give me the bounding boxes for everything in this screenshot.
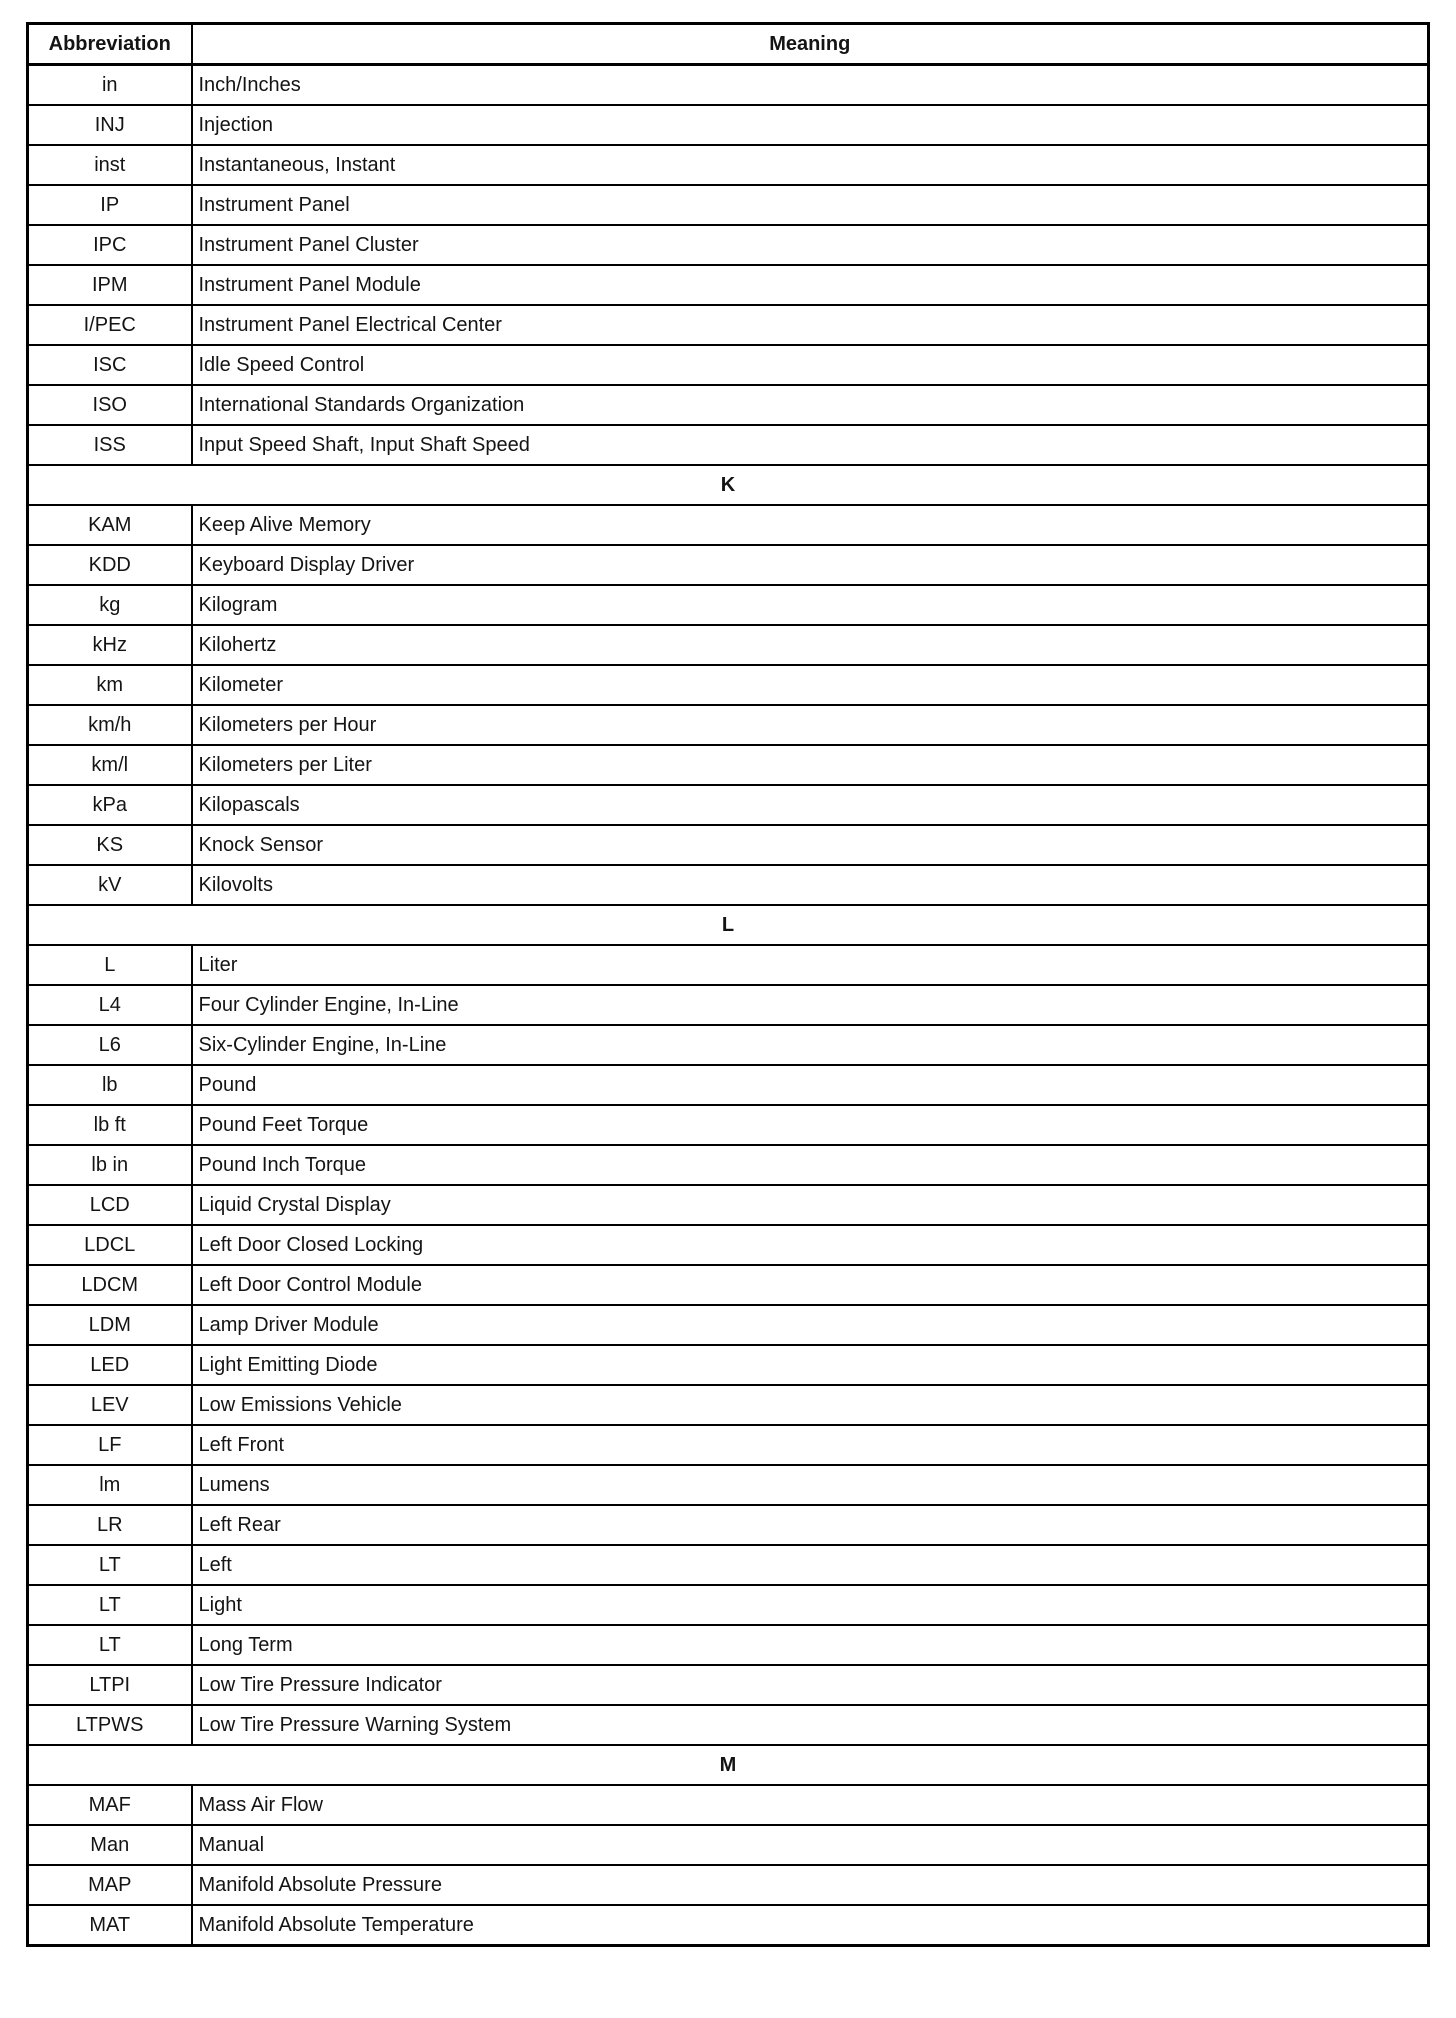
abbreviation-cell: MAT bbox=[28, 1905, 192, 1946]
abbreviation-cell: ISS bbox=[28, 425, 192, 465]
meaning-cell: Long Term bbox=[192, 1625, 1429, 1665]
table-row bbox=[28, 985, 1429, 1025]
abbreviation-cell: KS bbox=[28, 825, 192, 865]
abbreviation-cell: lm bbox=[28, 1465, 192, 1505]
table-row bbox=[28, 545, 1429, 585]
meaning-cell: Instantaneous, Instant bbox=[192, 145, 1429, 185]
abbreviation-table bbox=[26, 22, 1430, 1947]
table-row bbox=[28, 1305, 1429, 1345]
abbreviation-cell: L bbox=[28, 945, 192, 985]
abbreviation-cell: IP bbox=[28, 185, 192, 225]
meaning-cell: Kilometer bbox=[192, 665, 1429, 705]
abbreviation-cell: lb in bbox=[28, 1145, 192, 1185]
abbreviation-cell: KDD bbox=[28, 545, 192, 585]
abbreviation-cell: LDCL bbox=[28, 1225, 192, 1265]
meaning-cell: Kilovolts bbox=[192, 865, 1429, 905]
meaning-cell: Pound Feet Torque bbox=[192, 1105, 1429, 1145]
abbreviation-cell: LCD bbox=[28, 1185, 192, 1225]
table-row bbox=[28, 1225, 1429, 1265]
abbreviation-cell: LTPWS bbox=[28, 1705, 192, 1745]
meaning-cell: Kilopascals bbox=[192, 785, 1429, 825]
meaning-cell: Liquid Crystal Display bbox=[192, 1185, 1429, 1225]
meaning-cell: Instrument Panel bbox=[192, 185, 1429, 225]
meaning-cell: Knock Sensor bbox=[192, 825, 1429, 865]
table-row bbox=[28, 745, 1429, 785]
meaning-cell: Liter bbox=[192, 945, 1429, 985]
meaning-cell: Left Door Closed Locking bbox=[192, 1225, 1429, 1265]
abbreviation-cell: km/h bbox=[28, 705, 192, 745]
abbreviation-cell: LT bbox=[28, 1545, 192, 1585]
meaning-cell: Low Emissions Vehicle bbox=[192, 1385, 1429, 1425]
table-row bbox=[28, 1145, 1429, 1185]
abbreviation-cell: LDM bbox=[28, 1305, 192, 1345]
abbreviation-cell: L4 bbox=[28, 985, 192, 1025]
meaning-cell: Instrument Panel Cluster bbox=[192, 225, 1429, 265]
table-row bbox=[28, 1265, 1429, 1305]
meaning-cell: Kilohertz bbox=[192, 625, 1429, 665]
table-row bbox=[28, 1545, 1429, 1585]
table-row bbox=[28, 1065, 1429, 1105]
header-row bbox=[28, 24, 1429, 65]
abbreviation-cell: lb bbox=[28, 1065, 192, 1105]
table-row bbox=[28, 865, 1429, 905]
meaning-cell: Light bbox=[192, 1585, 1429, 1625]
abbreviation-cell: KAM bbox=[28, 505, 192, 545]
meaning-cell: Manifold Absolute Temperature bbox=[192, 1905, 1429, 1946]
meaning-cell: Light Emitting Diode bbox=[192, 1345, 1429, 1385]
abbreviation-cell: IPC bbox=[28, 225, 192, 265]
meaning-cell: Pound bbox=[192, 1065, 1429, 1105]
abbreviation-cell: lb ft bbox=[28, 1105, 192, 1145]
table-row bbox=[28, 265, 1429, 305]
section-letter: L bbox=[28, 905, 1429, 945]
table-row bbox=[28, 1705, 1429, 1745]
section-header-row bbox=[28, 905, 1429, 945]
abbreviation-cell: ISC bbox=[28, 345, 192, 385]
table-row bbox=[28, 65, 1429, 106]
abbreviation-cell: MAP bbox=[28, 1865, 192, 1905]
meaning-cell: Mass Air Flow bbox=[192, 1785, 1429, 1825]
table-row bbox=[28, 185, 1429, 225]
meaning-cell: Kilogram bbox=[192, 585, 1429, 625]
table-row bbox=[28, 1625, 1429, 1665]
meaning-cell: Idle Speed Control bbox=[192, 345, 1429, 385]
meaning-cell: Left Door Control Module bbox=[192, 1265, 1429, 1305]
table-row bbox=[28, 1505, 1429, 1545]
abbreviation-cell: LR bbox=[28, 1505, 192, 1545]
abbreviation-cell: inst bbox=[28, 145, 192, 185]
meaning-cell: Injection bbox=[192, 105, 1429, 145]
section-letter: K bbox=[28, 465, 1429, 505]
table-row bbox=[28, 305, 1429, 345]
abbreviation-cell: IPM bbox=[28, 265, 192, 305]
meaning-cell: International Standards Organization bbox=[192, 385, 1429, 425]
meaning-cell: Kilometers per Liter bbox=[192, 745, 1429, 785]
abbreviation-cell: LT bbox=[28, 1585, 192, 1625]
table-row bbox=[28, 1025, 1429, 1065]
abbreviation-cell: km bbox=[28, 665, 192, 705]
abbreviation-cell: INJ bbox=[28, 105, 192, 145]
table-row bbox=[28, 1665, 1429, 1705]
table-row bbox=[28, 1465, 1429, 1505]
meaning-cell: Manifold Absolute Pressure bbox=[192, 1865, 1429, 1905]
abbreviation-cell: LTPI bbox=[28, 1665, 192, 1705]
abbreviation-cell: kg bbox=[28, 585, 192, 625]
table-row bbox=[28, 425, 1429, 465]
table-row bbox=[28, 505, 1429, 545]
meaning-cell: Instrument Panel Module bbox=[192, 265, 1429, 305]
abbreviation-cell: LDCM bbox=[28, 1265, 192, 1305]
section-header-row bbox=[28, 1745, 1429, 1785]
meaning-cell: Lamp Driver Module bbox=[192, 1305, 1429, 1345]
abbreviation-cell: ISO bbox=[28, 385, 192, 425]
table-row bbox=[28, 625, 1429, 665]
abbreviation-cell: LEV bbox=[28, 1385, 192, 1425]
table-row bbox=[28, 385, 1429, 425]
table-row bbox=[28, 1905, 1429, 1946]
table-row bbox=[28, 345, 1429, 385]
meaning-cell: Six-Cylinder Engine, In-Line bbox=[192, 1025, 1429, 1065]
abbreviation-cell: L6 bbox=[28, 1025, 192, 1065]
abbreviation-cell: LF bbox=[28, 1425, 192, 1465]
table-row bbox=[28, 105, 1429, 145]
section-letter: M bbox=[28, 1745, 1429, 1785]
meaning-cell: Low Tire Pressure Indicator bbox=[192, 1665, 1429, 1705]
meaning-column-header: Meaning bbox=[192, 24, 1429, 65]
abbreviation-cell: kHz bbox=[28, 625, 192, 665]
meaning-cell: Keep Alive Memory bbox=[192, 505, 1429, 545]
meaning-cell: Lumens bbox=[192, 1465, 1429, 1505]
abbreviation-cell: LED bbox=[28, 1345, 192, 1385]
abbreviation-cell: in bbox=[28, 65, 192, 106]
abbreviation-cell: LT bbox=[28, 1625, 192, 1665]
table-row bbox=[28, 585, 1429, 625]
abbreviation-cell: kV bbox=[28, 865, 192, 905]
table-row bbox=[28, 705, 1429, 745]
table-row bbox=[28, 1345, 1429, 1385]
abbreviation-cell: I/PEC bbox=[28, 305, 192, 345]
table-row bbox=[28, 1105, 1429, 1145]
table-row bbox=[28, 1385, 1429, 1425]
abbreviation-column-header: Abbreviation bbox=[28, 24, 192, 65]
abbreviation-cell: km/l bbox=[28, 745, 192, 785]
table-row bbox=[28, 225, 1429, 265]
table-row bbox=[28, 145, 1429, 185]
meaning-cell: Instrument Panel Electrical Center bbox=[192, 305, 1429, 345]
meaning-cell: Inch/Inches bbox=[192, 65, 1429, 106]
abbreviation-table-body bbox=[28, 65, 1429, 1946]
table-row bbox=[28, 1825, 1429, 1865]
meaning-cell: Left Front bbox=[192, 1425, 1429, 1465]
table-row bbox=[28, 665, 1429, 705]
meaning-cell: Left bbox=[192, 1545, 1429, 1585]
abbreviation-cell: Man bbox=[28, 1825, 192, 1865]
meaning-cell: Input Speed Shaft, Input Shaft Speed bbox=[192, 425, 1429, 465]
meaning-cell: Four Cylinder Engine, In-Line bbox=[192, 985, 1429, 1025]
table-row bbox=[28, 1585, 1429, 1625]
table-row bbox=[28, 825, 1429, 865]
meaning-cell: Left Rear bbox=[192, 1505, 1429, 1545]
table-row bbox=[28, 1425, 1429, 1465]
abbreviation-cell: kPa bbox=[28, 785, 192, 825]
meaning-cell: Manual bbox=[192, 1825, 1429, 1865]
table-row bbox=[28, 1185, 1429, 1225]
meaning-cell: Low Tire Pressure Warning System bbox=[192, 1705, 1429, 1745]
table-header bbox=[28, 24, 1429, 65]
meaning-cell: Pound Inch Torque bbox=[192, 1145, 1429, 1185]
table-row bbox=[28, 785, 1429, 825]
abbreviation-cell: MAF bbox=[28, 1785, 192, 1825]
table-row bbox=[28, 945, 1429, 985]
meaning-cell: Keyboard Display Driver bbox=[192, 545, 1429, 585]
meaning-cell: Kilometers per Hour bbox=[192, 705, 1429, 745]
table-row bbox=[28, 1785, 1429, 1825]
table-row bbox=[28, 1865, 1429, 1905]
section-header-row bbox=[28, 465, 1429, 505]
